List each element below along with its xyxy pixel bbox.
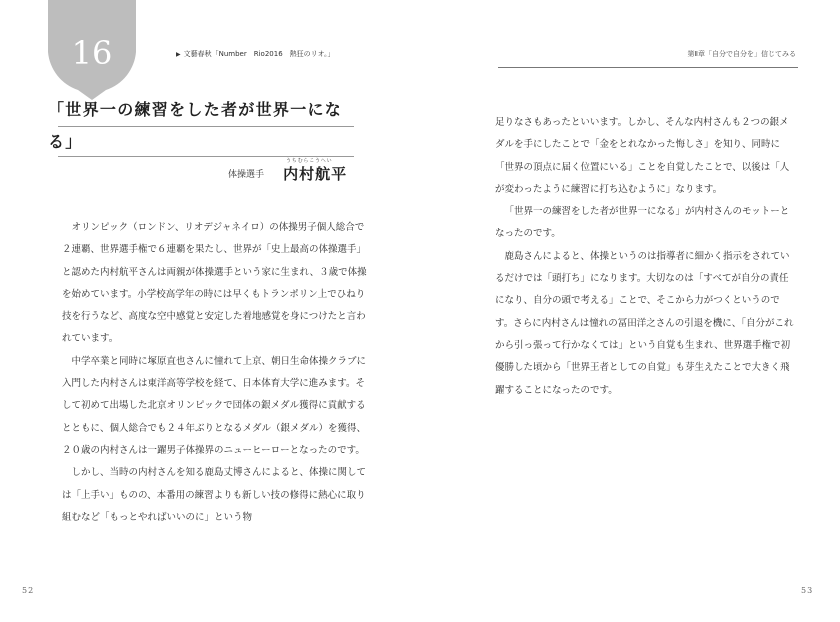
left-body-text [62,217,367,529]
source-text: 文藝春秋「Number Rio2016 熱狂のリオ。」 [183,50,335,58]
person-name-ruby: うちむらこうへい [286,158,333,164]
chapter-number: 16 [71,34,113,72]
chapter-number-badge [48,0,136,100]
title-underline-1 [58,126,354,127]
page-number-left: 52 [22,586,35,595]
paragraph: 中学卒業と同時に塚原直也さんに憧れて上京、朝日生命体操クラブに入門した内村さんは東洋高等学校を経て、日本体育大学に進みます。そして初めて出場した北京オリンピックで団体の銀メダル獲得に貢献するとともに、個人総合でも２４年ぶりとなるメダル（銀メダル）を獲得、２０歳の内村さんは一躍男子体操界のニューヒーローとなったのです。 [62,355,367,456]
chapter-heading: 第Ⅱ章「自分で自分を」信じてみる [687,50,796,58]
source-citation [176,49,334,59]
paragraph: しかし、当時の内村さんを知る鹿島丈博さんによると、体操に関しては「上手い」ものの、本番用の練習よりも新しい技の修得に熱心に取り組むなど「もっとやればいいのに」という物 [62,467,367,523]
page-title: 「世界一の練習をした者が世界一になる」 [48,100,343,151]
chapter-rule [498,67,798,68]
page-number-right: 53 [801,586,814,595]
right-body-text [495,112,795,402]
person-role: 体操選手 [228,170,265,180]
person-name: 内村航平 [283,165,348,183]
paragraph: 鹿島さんによると、体操というのは指導者に細かく指示をされているだけでは「頭打ち」になります。大切なのは「すべてが自分の責任になり、自分の頭で考える」ことで、そこから力がつくというのです。さらに内村さんは憧れの冨田洋之さんの引退を機に、「自分がこれから引っ張って行かなくては」という自覚も生まれ、世界選手権で初優勝した頃から「世界王者としての自覚」も芽生えたことで大きく飛躍することになったのです。 [495,250,794,396]
paragraph: オリンピック（ロンドン、リオデジャネイロ）の体操男子個人総合で２連覇、世界選手権で６連覇を果たし、世界が「史上最高の体操選手」と認めた内村航平さんは両親が体操選手という家に生まれ、３歳で体操を始めています。小学校高学年の時には早くもトランポリン上でひねり技を行うなど、高度な空中感覚と安定した着地感覚を身につけたと言われています。 [62,222,367,345]
person-credit [228,158,348,184]
paragraph: 「世界一の練習をした者が世界一になる」が内村さんのモットーとなったのです。 [495,206,790,240]
triangle-icon: ▶ [176,51,181,58]
paragraph: 足りなさもあったといいます。しかし、そんな内村さんも２つの銀メダルを手にしたことで「金をとれなかった悔しさ」を知り、同時に「世界の頂点に届く位置にいる」ことを自覚したことで、以後は「人が変わったように練習に打ち込むように」なります。 [495,117,790,195]
